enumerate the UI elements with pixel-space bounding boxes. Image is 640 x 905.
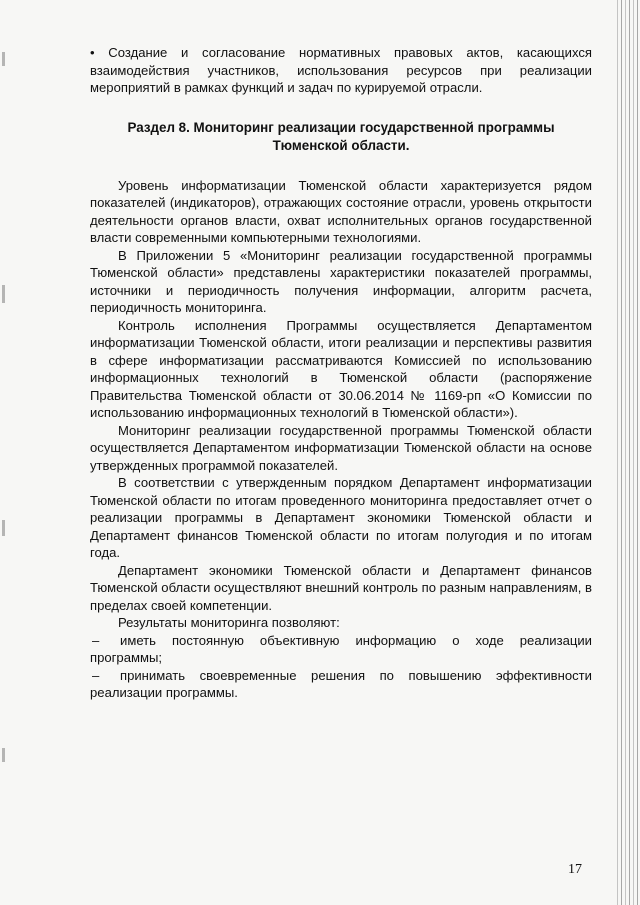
- paragraph: Департамент экономики Тюменской области и Департамент финансов Тюменской области осуществляют внешний контроль по разным направлениям, в пределах своей компетенции.: [90, 562, 592, 613]
- scan-edge-mark: [2, 520, 5, 536]
- bullet-item: • Создание и согласование нормативных правовых актов, касающихся взаимодействия участников, использования ресурсов при реализации мероприятий в рамках функций и задач по курируемой отрасли.: [90, 45, 592, 95]
- paragraph: В Приложении 5 «Мониторинг реализации государственной программы Тюменской области» представлены характеристики показателей программы, источники и периодичность получения информации, алгоритм расчета, периодичность мониторинга.: [90, 247, 592, 315]
- scan-edge-mark: [2, 748, 5, 762]
- paragraph: Уровень информатизации Тюменской области характеризуется рядом показателей (индикаторов), отражающих состояние отрасли, уровень открытости деятельности органов власти, охват исполнительных органов государственной власти современными компьютерными технологиями.: [90, 177, 592, 245]
- list-item: [90, 632, 592, 667]
- section-heading: [90, 119, 592, 155]
- section-heading-line: Раздел 8. Мониторинг реализации государственной программы: [127, 119, 555, 135]
- list-item: [90, 667, 592, 702]
- dash-marker: –: [92, 667, 100, 683]
- paragraph: Контроль исполнения Программы осуществляется Департаментом информатизации Тюменской области, итоги реализации и перспективы развития в сфере информатизации рассматриваются Комиссией по использованию информационных технологий в Тюменской области (распоряжение Правительства Тюменской области от 30.06.2014 № 1169-рп «О Комиссии по использованию информационных технологий в Тюменской области»).: [90, 317, 592, 420]
- paragraph: Мониторинг реализации государственной программы Тюменской области осуществляется Департаментом информатизации Тюменской области на основе утвержденных программой показателей.: [90, 422, 592, 473]
- list-item-text: принимать своевременные решения по повышению эффективности реализации программы.: [90, 667, 592, 700]
- section-heading-line: Тюменской области.: [272, 137, 410, 153]
- scan-edge-noise: [614, 0, 640, 905]
- list-item-text: иметь постоянную объективную информацию о ходе реализации программы;: [90, 632, 592, 665]
- paragraph: Результаты мониторинга позволяют:: [118, 615, 340, 630]
- scan-edge-mark: [2, 285, 5, 303]
- scan-edge-mark: [2, 52, 5, 66]
- page-number: 17: [568, 862, 582, 877]
- paragraph: В соответствии с утвержденным порядком Департамент информатизации Тюменской области по итогам проведенного мониторинга предоставляет отчет о реализации программы в Департамент экономики Тюменской области и Департамент финансов Тюменской области по итогам полугодия и по итогам года.: [90, 475, 592, 560]
- document-body: [90, 44, 592, 702]
- dash-marker: –: [92, 632, 100, 648]
